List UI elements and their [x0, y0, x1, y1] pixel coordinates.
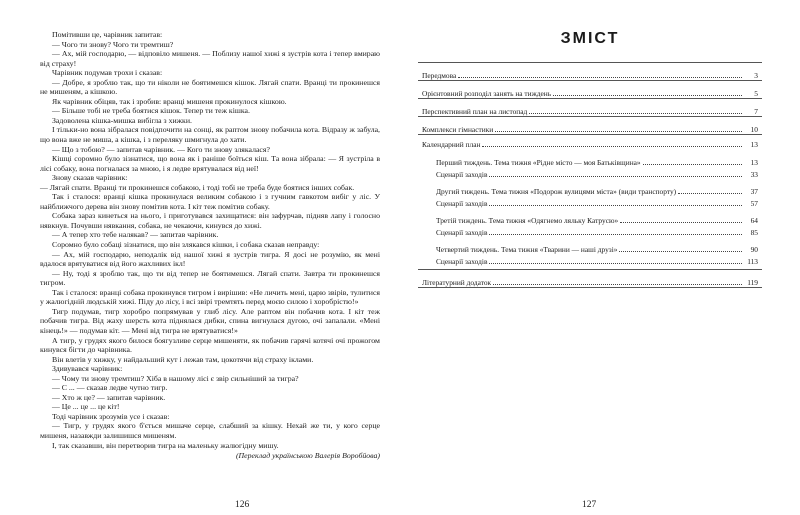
story-paragraph: — Лягай спати. Вранці ти прокинешся собакою, і тоді тобі не треба буде боятися інших собак. — [40, 182, 355, 192]
story-paragraph: Собака зараз кинеться на нього, і приготувався захищатися: він зафурчав, підняв лапу і голосно нявкнув. Почувши нявкання, собака, не чекаючи, кинувся до хижі. — [40, 211, 380, 230]
toc-entry-page: 10 — [750, 125, 758, 134]
toc-leader-dots — [529, 113, 742, 114]
toc-leader-dots — [495, 131, 742, 132]
toc-entry-page: 37 — [750, 187, 758, 196]
toc-entry-page: 64 — [750, 216, 758, 225]
toc-entry-page: 85 — [750, 228, 758, 237]
toc-heading: ЗМІСТ — [560, 30, 620, 47]
toc-leader-dots — [482, 146, 742, 147]
toc-entry-title: Передмова — [422, 71, 457, 80]
toc-entry[interactable] — [418, 80, 762, 98]
toc-entry-page: 13 — [750, 158, 758, 167]
toc-entry-title: Другий тиждень. Тема тижня «Подорож вулицями міста» (види транспорту) — [436, 187, 677, 196]
toc-entry-title: Перспективний план на листопад — [422, 107, 528, 116]
story-paragraph: — Чого ти знову? Чого ти тремтиш? — [52, 39, 174, 49]
toc-entry-events[interactable] — [418, 254, 762, 266]
left-page — [40, 30, 380, 510]
toc-leader-dots — [489, 176, 742, 177]
toc-entry[interactable] — [418, 116, 762, 134]
story-paragraph: Знову сказав чарівник: — [52, 173, 128, 183]
toc-leader-dots — [620, 222, 742, 223]
story-paragraph: — Ах, мій господарю, неподалік від нашої хижі я зустрів тигра. Я досі не розумію, як мені вдалося врятуватися від його жахливих ікл! — [40, 249, 380, 269]
story-paragraph: Так і сталося: вранці кішка прокинулася великим собакою і з гучним гавкотом вибіг у ліс. У найближчого дерева він знову помітив кота. І кіт теж помітив собаку. — [40, 192, 380, 211]
toc-entry-week[interactable] — [418, 179, 762, 196]
page-number-right: 127 — [582, 500, 597, 510]
toc-leader-dots — [489, 234, 742, 235]
toc-entry-events[interactable] — [418, 167, 762, 179]
story-paragraph: — С ... — сказав ледве чутно тигр. — [52, 383, 168, 393]
toc-leader-dots — [619, 251, 742, 252]
toc-entry-page: 13 — [750, 140, 758, 149]
toc-entry-title: Літературний додаток — [422, 278, 492, 287]
toc-entry[interactable] — [418, 62, 762, 80]
story-paragraph: — Хто ж це? — запитав чарівник. — [52, 392, 166, 402]
toc-entry-page: 90 — [750, 245, 758, 254]
toc-leader-dots — [553, 95, 742, 96]
toc-entry-page: 113 — [747, 257, 758, 266]
toc-entry-title: Орієнтовний розподіл занять на тиждень — [422, 89, 552, 98]
story-paragraph: Як чарівник обіцяв, так і зробив: вранці мишеня прокинулося кішкою. — [52, 96, 287, 106]
toc-entry-week[interactable] — [418, 208, 762, 225]
toc-entry-title: Календарний план — [422, 140, 481, 149]
toc-entry-title: Третій тиждень. Тема тижня «Одягнемо ляльку Катрусю» — [436, 216, 619, 225]
toc-entry-week[interactable] — [418, 237, 762, 254]
toc-entry-calendar[interactable] — [418, 137, 762, 150]
story-paragraph: — Це ... це ... це кіт! — [52, 402, 120, 412]
toc-leader-dots — [458, 77, 742, 78]
story-paragraph: Тоді чарівник зрозумів усе і сказав: — [52, 411, 170, 421]
story-paragraph: — Що з тобою? — запитав чарівник. — Кого ти знову злякалася? — [52, 144, 270, 154]
toc-entry-title: Сценарії заходів — [436, 170, 488, 179]
toc-entry-page: 5 — [754, 89, 758, 98]
right-page — [418, 30, 762, 510]
story-paragraph: Помітивши це, чарівник запитав: — [52, 30, 163, 39]
toc-leader-dots — [678, 193, 742, 194]
toc-entry-title: Сценарії заходів — [436, 228, 488, 237]
toc-entry-appendix[interactable] — [418, 269, 762, 288]
toc-calendar-block — [418, 134, 762, 269]
toc-entry-page: 57 — [750, 199, 758, 208]
toc-entry-page: 119 — [747, 278, 758, 287]
toc-leader-dots — [489, 205, 742, 206]
story-paragraph: — Чому ти знову тремтиш? Хіба в нашому лісі є звір сильніший за тигра? — [52, 373, 299, 383]
toc-entry-week[interactable] — [418, 150, 762, 167]
story-text — [40, 30, 380, 461]
story-paragraph: Соромно було собаці зізнатися, що він злякався кішки, і собака сказав неправду: — [52, 240, 320, 250]
toc-entry-title: Комплекси гімнастики — [422, 125, 494, 134]
story-paragraph: І, так сказавши, він перетворив тигра на маленьку жалюгідну мишу. — [52, 440, 279, 450]
toc-entry-events[interactable] — [418, 225, 762, 237]
toc-leader-dots — [643, 164, 742, 165]
story-paragraph: Кішці соромно було зізнатися, що вона як і раніше боїться кіш. Та вона зібрала: — Я зустріла в лісі собаку, вона погналася за мною, і я ледве врятувалася від неї! — [40, 154, 380, 173]
toc-leader-dots — [489, 263, 742, 264]
story-paragraph: — Більше тобі не треба боятися кішок. Тепер ти теж кішка. — [52, 106, 250, 116]
story-paragraph: І тільки-но вона зібралася повідпочити на сонці, як раптом знову побачила кота. Відразу ж забула, що вона вже не миша, а кішка, і з переляку шмигнула до хати. — [40, 125, 380, 145]
toc-entry-page: 33 — [750, 170, 758, 179]
story-paragraph: Так і сталося: вранці собака прокинувся тигром і вирішив: «Не личить мені, царю звірів, тулитися у жалюгідній людській хижі. Піду до лісу, і всі звірі тремтять перед моєю силою і хоробрістю!» — [40, 287, 380, 307]
story-paragraph: Здивувався чарівник: — [52, 364, 123, 374]
page-number-left: 126 — [235, 500, 250, 510]
toc-leader-dots — [493, 284, 742, 285]
story-paragraph: Задоволена кішка-мишка вибігла з хижки. — [52, 115, 192, 125]
toc-entry-page: 7 — [754, 107, 758, 116]
story-paragraph: — А тепер хто тебе налякав? — запитав чарівник. — [52, 230, 219, 240]
table-of-contents — [418, 62, 762, 288]
toc-entry[interactable] — [418, 98, 762, 116]
story-paragraph: Він влетів у хижку, у найдальший кут і лежав там, цокотячи від страху іклами. — [52, 354, 314, 364]
toc-entry-title: Перший тиждень. Тема тижня «Рідне місто — моя Батьківщина» — [436, 158, 641, 167]
toc-entry-title: Четвертий тиждень. Тема тижня «Тварини — наші друзі» — [436, 245, 618, 254]
story-paragraph: Чарівник подумав трохи і сказав: — [52, 68, 163, 78]
story-paragraph: А тигр, у грудях якого билося боягузливе серце мишеняти, як побачив гарячі котячі очі прожогом кинувся бігти до чарівника. — [40, 335, 380, 355]
toc-entry-page: 3 — [754, 71, 758, 80]
translation-credit: (Переклад українською Валерія Воробйова) — [235, 451, 380, 461]
story-paragraph: — Тигр, у грудях якого б'ється мишаче серце, слабший за кішку. Нехай же ти, у кого серце мишеня, назавжди залишишся мишеням. — [40, 421, 380, 440]
story-paragraph: — Добре, я зроблю так, що ти ніколи не боятимешся кішок. Лягай спати. Вранці ти прокинешся не мишеням, а кішкою. — [40, 77, 380, 97]
story-paragraph: — Ах, мій господарю, — відповіло мишеня. — Поблизу нашої хижі я зустрів кота і тепер вмираю від страху! — [40, 49, 380, 68]
toc-entry-title: Сценарії заходів — [436, 199, 488, 208]
story-paragraph: — Ну, тоді я зроблю так, що ти від тепер не боятимешся. Лягай спати. Завтра ти прокинешся тигром. — [40, 268, 380, 288]
story-paragraph: Тигр подумав, тигр хоробро попрямував у глиб лісу. Але раптом він побачив кота. І кіт теж побачив тигра. Від жаху шерсть кота піднялася дибки, спина вигнулася дугою, очі запалали. «Мені кінець!» — подумав кіт. — Мені від тигра не врятуватися!» — [40, 306, 380, 335]
toc-entry-events[interactable] — [418, 196, 762, 208]
toc-entry-title: Сценарії заходів — [436, 257, 488, 266]
